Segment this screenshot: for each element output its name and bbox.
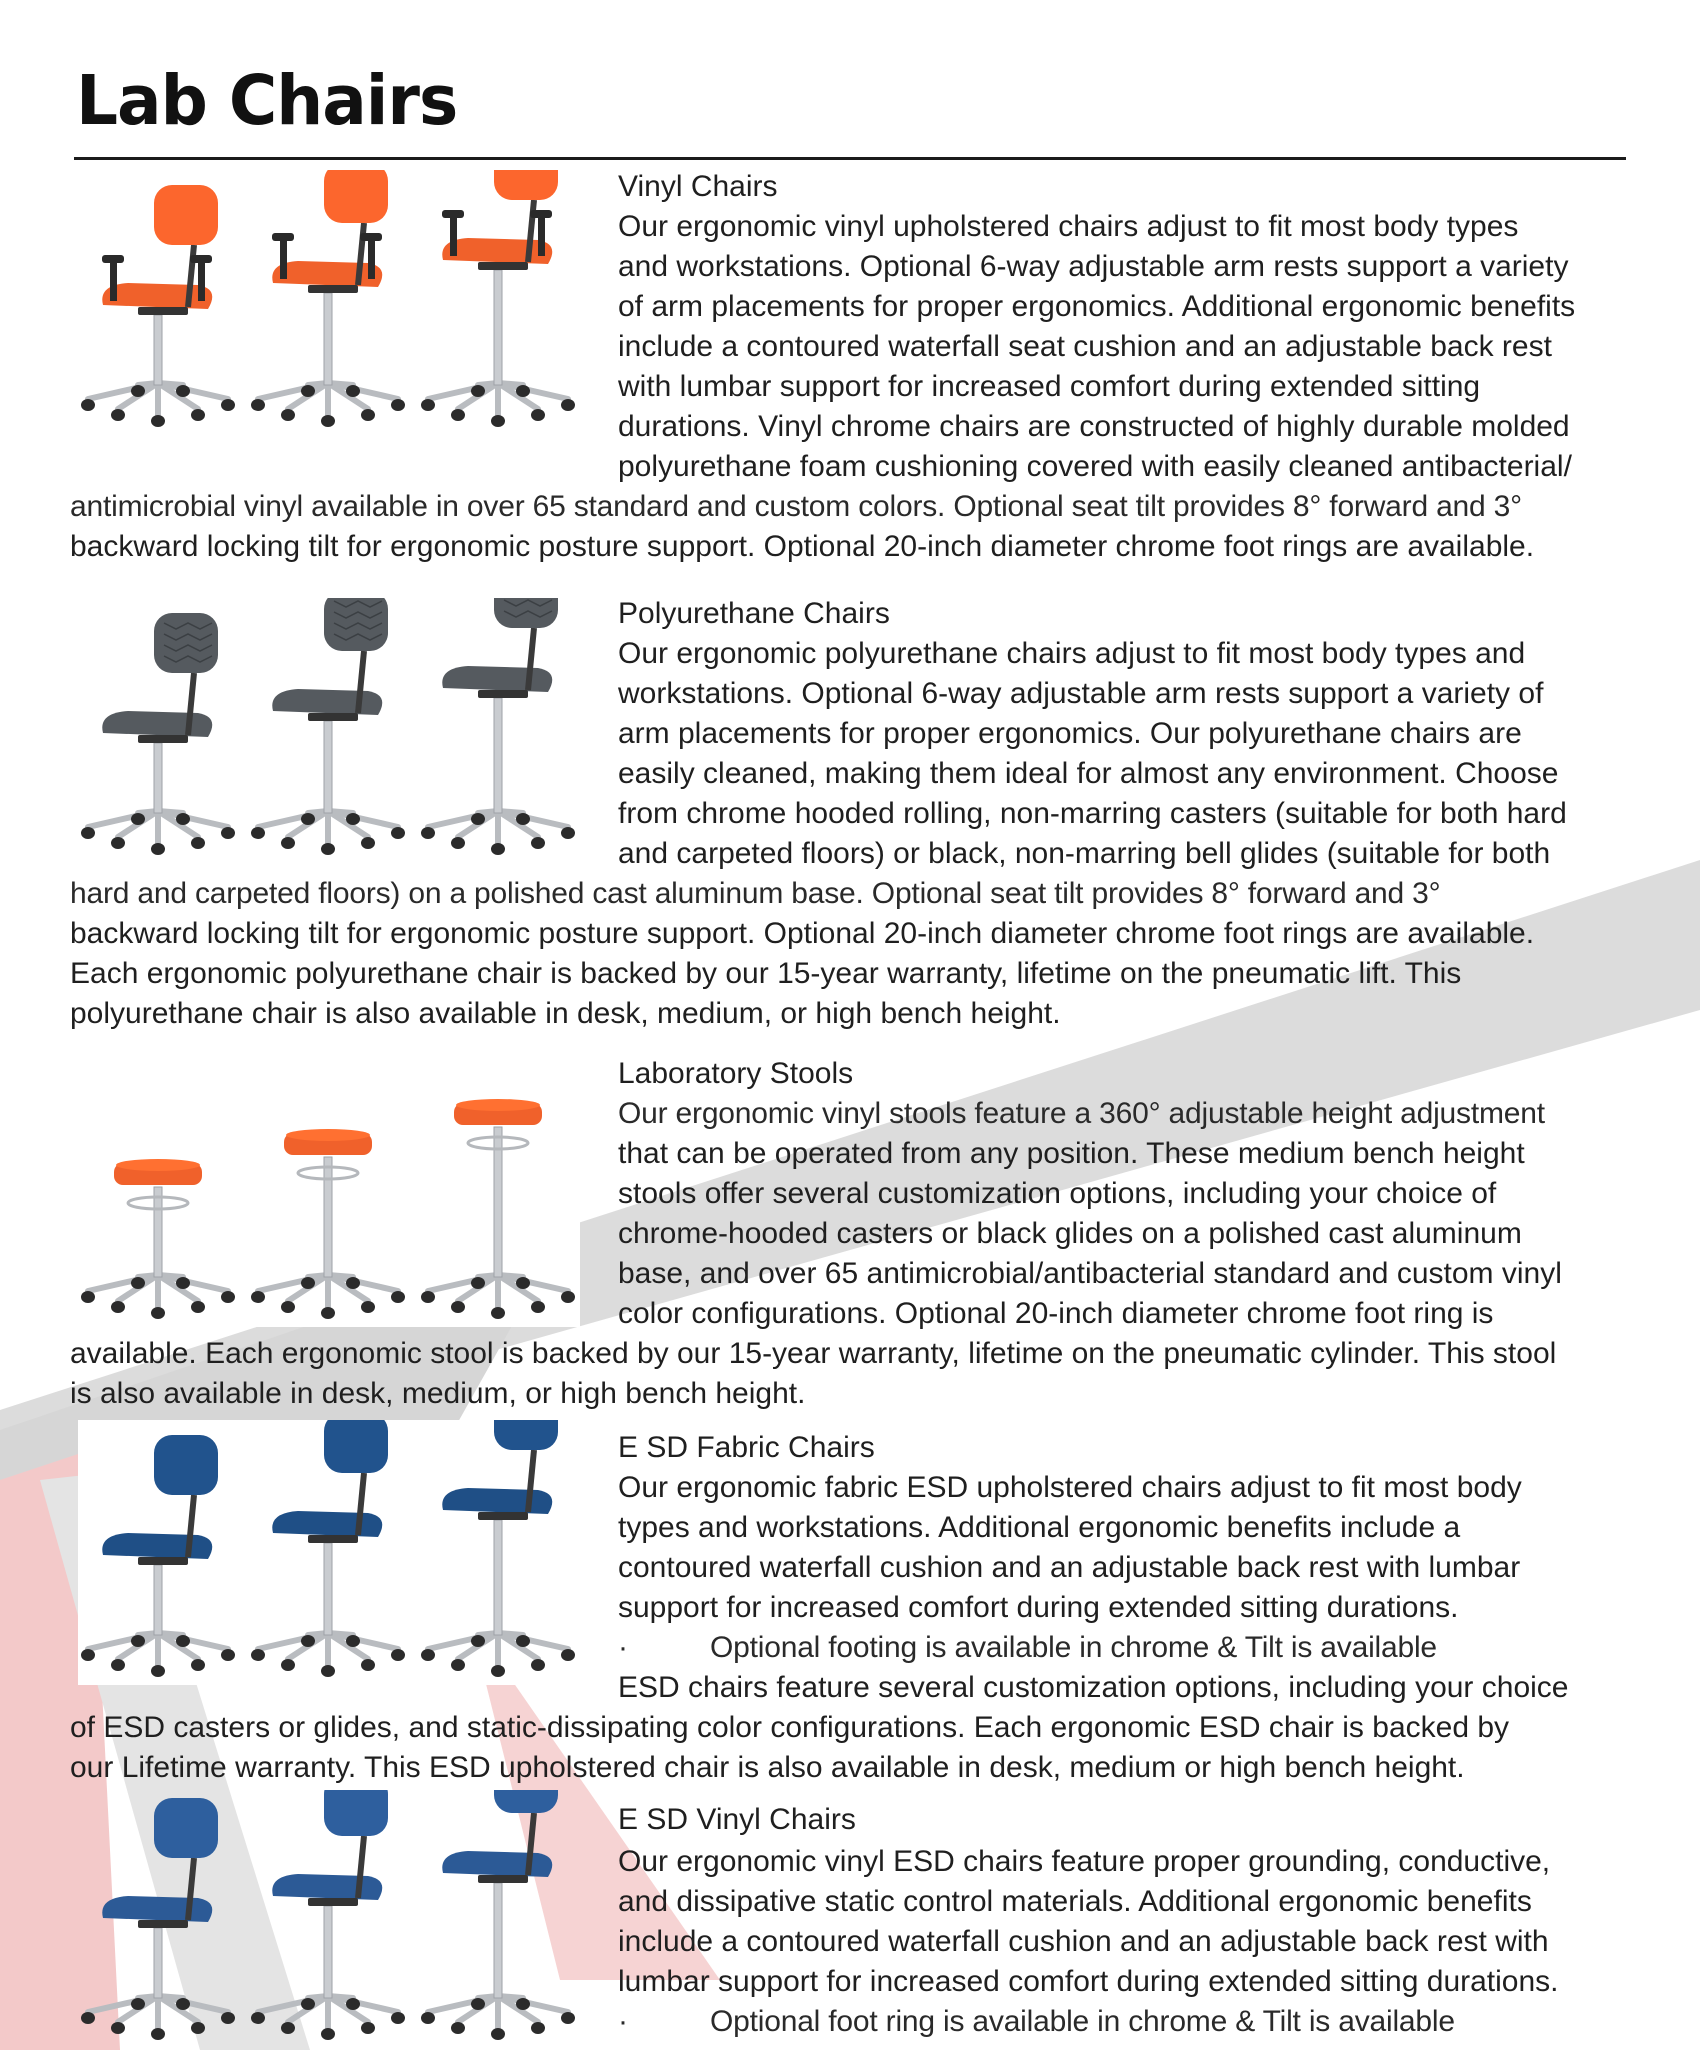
seat-cushion (102, 711, 212, 737)
body-line: color configurations. Optional 20-inch diameter chrome foot ring is (618, 1297, 1494, 1330)
caster-icon (421, 399, 435, 411)
caster-icon (561, 399, 575, 411)
backrest (324, 170, 388, 223)
body-line: backward locking tilt for ergonomic posture support. Optional 20-inch diameter chrome foot rings are available. (70, 917, 1535, 950)
body-line: hard and carpeted floors) on a polished cast aluminum base. Optional seat tilt provides 8° forward and 3° (70, 877, 1441, 910)
armrest-post (368, 239, 375, 279)
body-line: arm placements for proper ergonomics. Our polyurethane chairs are (618, 717, 1522, 750)
gas-column (494, 698, 502, 813)
caster-icon (281, 409, 295, 421)
caster-icon (131, 1277, 145, 1289)
body-line: of ESD casters or glides, and static-dissipating color configurations. Each ergonomic ESD chair is backed by (70, 1711, 1510, 1744)
bullet-text: Optional foot ring is available in chrome & Tilt is available (710, 2005, 1455, 2038)
caster-icon (301, 385, 315, 397)
seat-cushion (272, 1511, 382, 1537)
caster-icon (111, 409, 125, 421)
caster-icon (471, 385, 485, 397)
vinyl-chairs-image (78, 170, 580, 435)
caster-icon (531, 409, 545, 421)
body-line: base, and over 65 antimicrobial/antibacterial standard and custom vinyl (618, 1257, 1562, 1290)
caster-icon (516, 1998, 530, 2010)
caster-icon (561, 2012, 575, 2024)
caster-icon (321, 415, 335, 427)
bullet-dot: · (618, 1631, 628, 1664)
gas-column (494, 1883, 502, 1998)
seat-cushion (442, 666, 552, 692)
backrest (154, 185, 218, 245)
bullet-item (618, 1628, 1437, 1668)
caster-icon (251, 399, 265, 411)
esd-vinyl-chairs-image (78, 1790, 580, 2048)
caster-icon (131, 813, 145, 825)
caster-icon (421, 1291, 435, 1303)
gas-column (154, 743, 162, 813)
armrest-post (110, 261, 117, 301)
gas-column (324, 293, 332, 385)
caster-icon (491, 1307, 505, 1319)
caster-icon (391, 827, 405, 839)
caster-icon (151, 415, 165, 427)
body-line: Our ergonomic vinyl stools feature a 360° adjustable height adjustment (618, 1097, 1545, 1130)
chair-icon (251, 1129, 405, 1319)
caster-icon (151, 1665, 165, 1677)
armrest-post (538, 216, 545, 256)
seat-cushion (102, 1533, 212, 1559)
caster-icon (191, 1301, 205, 1313)
gas-column (324, 1543, 332, 1635)
caster-icon (471, 1998, 485, 2010)
caster-icon (191, 409, 205, 421)
seat-cushion (272, 1874, 382, 1900)
caster-icon (361, 2022, 375, 2034)
caster-icon (471, 1277, 485, 1289)
chair-icon (421, 1790, 575, 2040)
seat-cushion (272, 689, 382, 715)
caster-icon (471, 1635, 485, 1647)
caster-icon (301, 813, 315, 825)
body-line: from chrome hooded rolling, non-marring casters (suitable for both hard (618, 797, 1567, 830)
caster-icon (346, 1998, 360, 2010)
seat-cushion (102, 283, 212, 309)
body-line: Our ergonomic vinyl ESD chairs feature proper grounding, conductive, (618, 1845, 1551, 1878)
caster-icon (151, 1307, 165, 1319)
seat-mechanism (138, 1920, 188, 1928)
caster-icon (531, 2022, 545, 2034)
chair-icon (81, 613, 235, 855)
body-line: include a contoured waterfall cushion and an adjustable back rest with (618, 1925, 1549, 1958)
caster-icon (281, 837, 295, 849)
backrest (494, 1790, 558, 1813)
caster-icon (346, 1277, 360, 1289)
caster-icon (81, 399, 95, 411)
seat-mechanism (478, 1875, 528, 1883)
body-line: Our ergonomic fabric ESD upholstered chairs adjust to fit most body (618, 1471, 1522, 1504)
caster-icon (531, 1301, 545, 1313)
armrest-pad (442, 210, 464, 218)
armrest-pad (360, 233, 382, 241)
caster-icon (516, 385, 530, 397)
body-line: stools offer several customization options, including your choice of (618, 1177, 1497, 1210)
seat-mechanism (478, 690, 528, 698)
body-line: support for increased comfort during extended sitting durations. (618, 1591, 1459, 1624)
caster-icon (321, 2028, 335, 2040)
section-heading: Vinyl Chairs (618, 170, 778, 203)
body-line: polyurethane chair is also available in desk, medium, or high bench height. (70, 997, 1061, 1030)
backrest (154, 1435, 218, 1495)
caster-icon (321, 1307, 335, 1319)
caster-icon (346, 1635, 360, 1647)
armrest-pad (190, 255, 212, 263)
body-line: easily cleaned, making them ideal for almost any environment. Choose (618, 757, 1559, 790)
section-heading: E SD Fabric Chairs (618, 1431, 875, 1464)
seat-mechanism (138, 735, 188, 743)
caster-icon (421, 2012, 435, 2024)
gas-column (494, 1520, 502, 1635)
caster-icon (176, 1998, 190, 2010)
body-line: contoured waterfall cushion and an adjustable back rest with lumbar (618, 1551, 1521, 1584)
caster-icon (361, 409, 375, 421)
body-line: available. Each ergonomic stool is backed by our 15-year warranty, lifetime on the pneumatic cylinder. This stool (70, 1337, 1557, 1370)
body-line: of arm placements for proper ergonomics. Additional ergonomic benefits (618, 290, 1576, 323)
body-line: Our ergonomic polyurethane chairs adjust to fit most body types and (618, 637, 1526, 670)
caster-icon (191, 1659, 205, 1671)
body-line: polyurethane foam cushioning covered with easily cleaned antibacterial/ (618, 450, 1572, 483)
caster-icon (561, 1291, 575, 1303)
body-line: that can be operated from any position. These medium bench height (618, 1137, 1525, 1170)
caster-icon (516, 813, 530, 825)
caster-icon (491, 1665, 505, 1677)
caster-icon (251, 2012, 265, 2024)
caster-icon (516, 1635, 530, 1647)
caster-icon (111, 2022, 125, 2034)
caster-icon (251, 827, 265, 839)
seat-cushion (272, 261, 382, 287)
caster-icon (191, 837, 205, 849)
caster-icon (301, 1998, 315, 2010)
caster-icon (451, 1659, 465, 1671)
body-line: durations. Vinyl chrome chairs are constructed of highly durable molded (618, 410, 1570, 443)
body-line: is also available in desk, medium, or high bench height. (70, 1377, 806, 1410)
body-line: include a contoured waterfall seat cushion and an adjustable back rest (618, 330, 1552, 363)
seat-mechanism (478, 1512, 528, 1520)
caster-icon (81, 827, 95, 839)
page-title: Lab Chairs (76, 60, 458, 141)
caster-icon (531, 1659, 545, 1671)
caster-icon (281, 1659, 295, 1671)
caster-icon (346, 813, 360, 825)
caster-icon (176, 1277, 190, 1289)
chair-icon (421, 598, 575, 855)
caster-icon (451, 1301, 465, 1313)
caster-icon (221, 1649, 235, 1661)
caster-icon (151, 843, 165, 855)
chair-icon (81, 1798, 235, 2040)
caster-icon (281, 1301, 295, 1313)
caster-icon (391, 399, 405, 411)
armrest-pad (272, 233, 294, 241)
laboratory-stools-image (78, 1062, 580, 1327)
seat-mechanism (138, 307, 188, 315)
body-line: Each ergonomic polyurethane chair is backed by our 15-year warranty, lifetime on the pneumatic lift. This (70, 957, 1462, 990)
body-line: workstations. Optional 6-way adjustable arm rests support a variety of (618, 677, 1544, 710)
body-line: with lumbar support for increased comfort during extended sitting (618, 370, 1481, 403)
seat-top (286, 1129, 370, 1141)
caster-icon (561, 1649, 575, 1661)
caster-icon (391, 2012, 405, 2024)
backrest (494, 1420, 558, 1450)
gas-column (154, 315, 162, 385)
caster-icon (176, 385, 190, 397)
caster-icon (516, 1277, 530, 1289)
body-line: and carpeted floors) or black, non-marring bell glides (suitable for both (618, 837, 1551, 870)
caster-icon (471, 813, 485, 825)
caster-icon (361, 837, 375, 849)
caster-icon (111, 837, 125, 849)
chair-icon (81, 185, 235, 427)
section-heading: E SD Vinyl Chairs (618, 1803, 856, 1836)
chair-icon (421, 170, 575, 427)
body-line: chrome-hooded casters or black glides on a polished cast aluminum (618, 1217, 1522, 1250)
seat-cushion (442, 1851, 552, 1877)
caster-icon (391, 1291, 405, 1303)
chair-icon (251, 1420, 405, 1677)
polyurethane-chairs-image (78, 598, 580, 863)
caster-icon (221, 827, 235, 839)
caster-icon (491, 2028, 505, 2040)
backrest (154, 613, 218, 673)
seat-mechanism (138, 1557, 188, 1565)
caster-icon (421, 1649, 435, 1661)
chair-icon (251, 170, 405, 427)
caster-icon (251, 1649, 265, 1661)
caster-icon (81, 2012, 95, 2024)
section-heading: Laboratory Stools (618, 1057, 854, 1090)
caster-icon (81, 1649, 95, 1661)
body-line: Our ergonomic vinyl upholstered chairs adjust to fit most body types (618, 210, 1519, 243)
caster-icon (251, 1291, 265, 1303)
seat-cushion (102, 1896, 212, 1922)
backrest (324, 1790, 388, 1836)
caster-icon (176, 1635, 190, 1647)
caster-icon (391, 1649, 405, 1661)
caster-icon (491, 843, 505, 855)
body-line: and workstations. Optional 6-way adjustable arm rests support a variety (618, 250, 1569, 283)
caster-icon (131, 1635, 145, 1647)
chair-icon (251, 598, 405, 855)
caster-icon (131, 385, 145, 397)
gas-column (154, 1928, 162, 1998)
caster-icon (151, 2028, 165, 2040)
caster-icon (131, 1998, 145, 2010)
seat-mechanism (308, 1535, 358, 1543)
caster-icon (176, 813, 190, 825)
seat-mechanism (478, 262, 528, 270)
caster-icon (221, 399, 235, 411)
caster-icon (421, 827, 435, 839)
gas-column (154, 1565, 162, 1635)
section-heading: Polyurethane Chairs (618, 597, 890, 630)
caster-icon (191, 2022, 205, 2034)
esd-fabric-chairs-image (78, 1420, 580, 1685)
body-line: our Lifetime warranty. This ESD upholstered chair is also available in desk, medium or high bench height. (70, 1751, 1465, 1784)
caster-icon (321, 843, 335, 855)
caster-icon (451, 409, 465, 421)
body-line: types and workstations. Additional ergonomic benefits include a (618, 1511, 1461, 1544)
caster-icon (81, 1291, 95, 1303)
gas-column (324, 1906, 332, 1998)
caster-icon (561, 827, 575, 839)
caster-icon (221, 1291, 235, 1303)
backrest (154, 1798, 218, 1858)
seat-mechanism (308, 713, 358, 721)
chair-icon (251, 1790, 405, 2040)
caster-icon (221, 2012, 235, 2024)
caster-icon (111, 1301, 125, 1313)
armrest-post (198, 261, 205, 301)
backrest (494, 170, 558, 200)
seat-top (116, 1159, 200, 1171)
chair-icon (421, 1420, 575, 1677)
backrest (324, 1420, 388, 1473)
caster-icon (531, 837, 545, 849)
seat-cushion (442, 238, 552, 264)
gas-column (324, 1157, 332, 1277)
armrest-pad (530, 210, 552, 218)
bullet-text: Optional footing is available in chrome & Tilt is available (710, 1631, 1437, 1664)
caster-icon (491, 415, 505, 427)
armrest-post (450, 216, 457, 256)
bullet-dot: · (618, 2005, 628, 2038)
caster-icon (451, 837, 465, 849)
caster-icon (361, 1659, 375, 1671)
body-line: lumbar support for increased comfort during extended sitting durations. (618, 1965, 1559, 1998)
body-line: and dissipative static control materials. Additional ergonomic benefits (618, 1885, 1532, 1918)
seat-mechanism (308, 285, 358, 293)
caster-icon (346, 385, 360, 397)
chair-icon (81, 1435, 235, 1677)
body-line: antimicrobial vinyl available in over 65 standard and custom colors. Optional seat tilt provides 8° forward and 3° (70, 490, 1522, 523)
caster-icon (361, 1301, 375, 1313)
gas-column (154, 1187, 162, 1277)
caster-icon (301, 1277, 315, 1289)
caster-icon (111, 1659, 125, 1671)
seat-mechanism (308, 1898, 358, 1906)
caster-icon (281, 2022, 295, 2034)
gas-column (494, 270, 502, 385)
gas-column (324, 721, 332, 813)
bullet-item (618, 2002, 1455, 2042)
armrest-pad (102, 255, 124, 263)
body-line: ESD chairs feature several customization options, including your choice (618, 1671, 1569, 1704)
chair-icon (81, 1159, 235, 1319)
caster-icon (321, 1665, 335, 1677)
caster-icon (301, 1635, 315, 1647)
caster-icon (451, 2022, 465, 2034)
armrest-post (280, 239, 287, 279)
seat-top (456, 1099, 540, 1111)
seat-cushion (442, 1488, 552, 1514)
body-line: backward locking tilt for ergonomic posture support. Optional 20-inch diameter chrome foot rings are available. (70, 530, 1535, 563)
chair-icon (421, 1099, 575, 1319)
title-rule (74, 157, 1626, 160)
